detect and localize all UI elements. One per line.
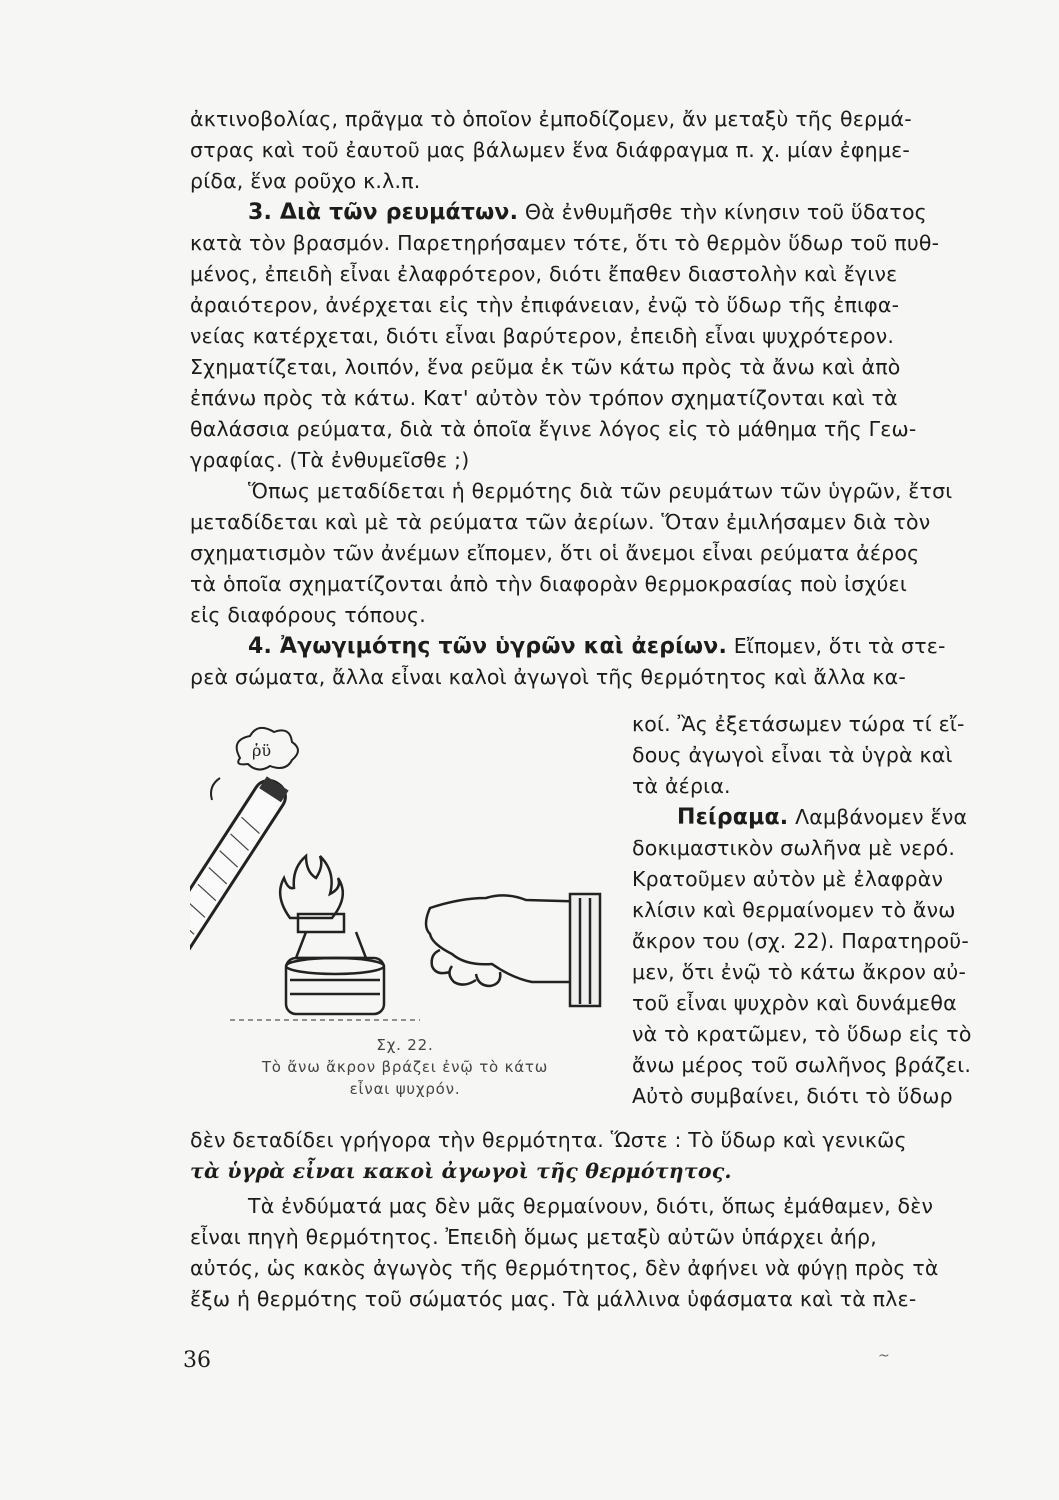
section-4-heading: 4. Ἀγωγιμότης τῶν ὑγρῶν καὶ ἀερίων. — [248, 634, 728, 659]
body-line: ἀκτινοβολίας, πρᾶγμα τὸ ὁποῖον ἐμποδίζομεν, ἄν μεταξὺ τῆς θερμά- — [190, 107, 912, 131]
body-line: δὲν δεταδίδει γρήγορα τὴν θερμότητα. Ὥστε : Τὸ ὕδωρ καὶ γενικῶς — [190, 1128, 907, 1152]
body-line: τὰ ἀέρια. — [632, 774, 731, 798]
boiling-test-tube-illustration — [190, 718, 610, 1048]
page-number: 36 — [183, 1348, 211, 1373]
paragraph-first-line: Τὰ ἐνδύματά μας δὲν μᾶς θερμαίνουν, διότι, ὅπως ἐμάθαμεν, δὲν — [248, 1194, 934, 1218]
body-line: Σχηματίζεται, λοιπόν, ἕνα ρεῦμα ἐκ τῶν κάτω πρὸς τὰ ἄνω καὶ ἀπὸ — [190, 355, 901, 379]
section-3-first-line — [190, 197, 1050, 228]
body-line: Αὐτὸ συμβαίνει, διότι τὸ ὕδωρ — [632, 1084, 953, 1108]
body-line: κλίσιν καὶ θερμαίνομεν τὸ ἄνω — [632, 898, 956, 922]
body-line: στρας καὶ τοῦ ἐαυτοῦ μας βάλωμεν ἕνα διάφραγμα π. χ. μίαν ἐφημε- — [190, 138, 910, 162]
experiment-text: Λαμβάνομεν ἕνα — [788, 805, 968, 829]
experiment-heading: Πείραμα. — [677, 805, 789, 830]
body-line: ἀραιότερον, ἀνέρχεται εἰς τὴν ἐπιφάνειαν, ἐνῷ τὸ ὕδωρ τῆς ἐπιφα- — [190, 293, 900, 317]
body-line: ἄνω μέρος τοῦ σωλῆνος βράζει. — [632, 1053, 972, 1077]
right-column-text — [632, 709, 1052, 1112]
bottom-text-block — [190, 1125, 1050, 1315]
body-line: Κρατοῦμεν αὐτὸν μὲ ἐλαφρὰν — [632, 867, 944, 891]
experiment-first-line — [632, 802, 1052, 833]
figure-label: Σχ. 22. — [376, 1036, 434, 1054]
body-line: κατὰ τὸν βρασμόν. Παρετηρήσαμεν τότε, ὅτι τὸ θερμὸν ὕδωρ τοῦ πυθ- — [190, 231, 940, 255]
body-line: σχηματισμὸν τῶν ἀνέμων εἴπομεν, ὅτι οἱ ἄνεμοι εἶναι ρεύματα ἀέρος — [190, 541, 920, 565]
caption-line: εἶναι ψυχρόν. — [349, 1080, 461, 1098]
body-line: θαλάσσια ρεύματα, διὰ τὰ ὁποῖα ἔγινε λόγος εἰς τὸ μάθημα τῆς Γεω- — [190, 417, 917, 441]
body-line: εἰς διαφόρους τόπους. — [190, 603, 426, 627]
section-4-first-line — [190, 631, 1050, 662]
body-line: αὐτός, ὡς κακὸς ἀγωγὸς τῆς θερμότητος, δὲν ἀφήνει νὰ φύγῃ πρὸς τὰ — [190, 1256, 939, 1280]
body-line: μένος, ἐπειδὴ εἶναι ἐλαφρότερον, διότι ἔπαθεν διαστολὴν καὶ ἔγινε — [190, 262, 898, 286]
caption-line: Τὸ ἄνω ἄκρον βράζει ἐνῷ τὸ κάτω — [261, 1058, 549, 1076]
body-line: γραφίας. (Τὰ ἐνθυμεῖσθε ;) — [190, 448, 470, 472]
body-line: εἶναι πηγὴ θερμότητος. Ἐπειδὴ ὅμως μεταξὺ αὐτῶν ὑπάρχει ἀήρ, — [190, 1225, 877, 1249]
body-line: ρεὰ σώματα, ἄλλα εἶναι καλοὶ ἀγωγοὶ τῆς θερμότητος καὶ ἄλλα κα- — [190, 665, 906, 689]
body-line: ἄκρον του (σχ. 22). Παρατηροῦ- — [632, 929, 969, 953]
body-line: μεταδίδεται καὶ μὲ τὰ ρεύματα τῶν ἀερίων. Ὅταν ἐμιλήσαμεν διὰ τὸν — [190, 510, 931, 534]
body-line: ἐπάνω πρὸς τὰ κάτω. Κατ' αὐτὸν τὸν τρόπον σχηματίζονται καὶ τὰ — [190, 386, 898, 410]
section-3-heading: 3. Διὰ τῶν ρευμάτων. — [248, 200, 519, 225]
figure-caption — [200, 1034, 610, 1100]
body-line: ἔξω ἡ θερμότης τοῦ σώματός μας. Τὰ μάλλινα ὑφάσματα καὶ τὰ πλε- — [190, 1287, 917, 1311]
body-line: μεν, ὅτι ἐνῷ τὸ κάτω ἄκρον αὐ- — [632, 960, 967, 984]
body-line: ρίδα, ἕνα ροῦχο κ.λ.π. — [190, 169, 421, 193]
body-line: τὰ ὁποῖα σχηματίζονται ἀπὸ τὴν διαφορὰν θερμοκρασίας ποὺ ἰσχύει — [190, 572, 907, 596]
body-line: νὰ τὸ κρατῶμεν, τὸ ὕδωρ εἰς τὸ — [632, 1022, 972, 1046]
stray-mark: ~ — [878, 1348, 890, 1364]
body-line: τοῦ εἶναι ψυχρὸν καὶ δυνάμεθα — [632, 991, 957, 1015]
figure-22 — [190, 718, 610, 1048]
paragraph-first-line: Ὅπως μεταδίδεται ἡ θερμότης διὰ τῶν ρευμάτων τῶν ὑγρῶν, ἔτσι — [248, 479, 953, 503]
section-4-text: Εἴπομεν, ὅτι τὰ στε- — [727, 634, 946, 658]
conclusion-emphasis: τὰ ὑγρὰ εἶναι κακοὶ ἀγωγοὶ τῆς θερμότητος. — [190, 1159, 732, 1183]
section-3-text: Θὰ ἐνθυμῆσθε τὴν κίνησιν τοῦ ὕδατος — [518, 200, 927, 224]
top-text-block — [190, 104, 1050, 693]
body-line: κοί. Ἂς ἐξετάσωμεν τώρα τί εἴ- — [632, 712, 965, 736]
body-line: δους ἀγωγοὶ εἶναι τὰ ὑγρὰ καὶ — [632, 743, 953, 767]
body-line: δοκιμαστικὸν σωλῆνα μὲ νερό. — [632, 836, 956, 860]
body-line: νείας κατέρχεται, διότι εἶναι βαρύτερον, ἐπειδὴ εἶναι ψυχρότερον. — [190, 324, 895, 348]
drawing-text: ῥϋ — [252, 741, 272, 760]
